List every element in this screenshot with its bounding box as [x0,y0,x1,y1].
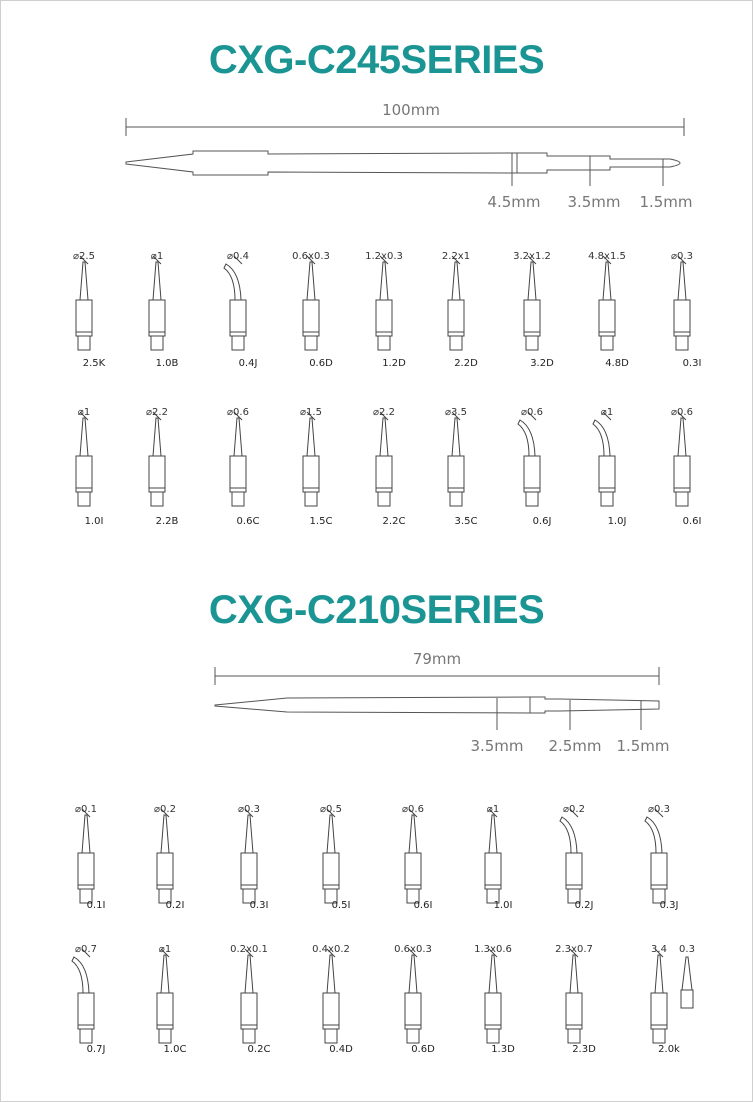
tip-size-label: ⌀0.3 [238,804,260,815]
tip-0-0-8-shape [674,256,690,350]
c245-diameter-label-1: 4.5mm [487,193,541,211]
tip-size-label: ⌀0.3 [671,251,693,262]
tip-1-0-1-shape [157,809,173,903]
tip-size-label: ⌀2.2 [146,407,168,418]
tip-size-label: ⌀1 [77,407,91,418]
tip-name-label: 2.2B [155,516,179,527]
tip-1-0-7-shape [645,809,667,903]
tip-size-label: 3.4 [651,944,667,955]
tip-size-label: 0.6x0.3 [394,944,432,955]
tip-size-label: 1.2x0.3 [365,251,403,262]
tip-0-1-1-shape [149,412,165,506]
tip-size-label: 2.2x1 [441,251,471,262]
tip-name-label: 1.0C [163,1044,187,1055]
tip-1-1-7-shape [651,949,667,1043]
tip-size-label: ⌀3.5 [445,407,467,418]
tip-name-label: 0.2C [247,1044,271,1055]
tip-size-label: ⌀0.2 [154,804,176,815]
tip-size-label: 0.2x0.1 [230,944,268,955]
tip-0-0-3-shape [303,256,319,350]
tip-size-label: ⌀2.2 [373,407,395,418]
tip-1-1-5-shape [485,949,501,1043]
tip-size-label: ⌀2.5 [73,251,95,262]
tip-name-label: 0.6D [309,358,333,369]
tip-size-label: ⌀1 [158,944,172,955]
tip-name-label: 1.5C [309,516,333,527]
tip-0-1-8-shape [674,412,690,506]
tip-name-label: 0.7J [86,1044,106,1055]
tip-name-label: 0.6I [413,900,433,911]
tip-size-label: ⌀0.6 [227,407,249,418]
tip-1-0-0-shape [78,809,94,903]
tip-name-label: 2.2C [382,516,406,527]
tip-name-label: 0.2J [574,900,594,911]
tip-size-label: 2.3x0.7 [555,944,593,955]
tip-size-label: 0.6x0.3 [292,251,330,262]
tip-size-label: ⌀0.1 [75,804,97,815]
tip-name-label: 0.5I [331,900,351,911]
tip-0-0-2-shape [224,256,246,350]
c245-length-label: 100mm [382,101,440,119]
tip-size-label: ⌀1 [486,804,500,815]
tip-1-0-6-shape [560,809,582,903]
tip-0-1-4-shape [376,412,392,506]
tip-1-1-4-shape [405,949,421,1043]
tip-1-1-0-shape [72,949,94,1043]
tip-name-label: 0.4J [238,358,258,369]
tip-0-0-1-shape [149,256,165,350]
tip-size-label: 1.3x0.6 [474,944,512,955]
tip-name-label: 3.2D [530,358,554,369]
tip-1-0-3-shape [323,809,339,903]
tip-name-label: 0.6I [682,516,702,527]
tip-name-label: 2.2D [454,358,478,369]
tip-size-label: ⌀1.5 [300,407,322,418]
tip-name-label: 2.0k [658,1044,680,1055]
tip-name-label: 0.1I [86,900,106,911]
tip-0-1-0-shape [76,412,92,506]
c210-diameter-label-2: 2.5mm [548,737,602,755]
tip-name-label: 0.2I [165,900,185,911]
tip-1-1-6-shape [566,949,582,1043]
tip-size-label: ⌀0.6 [521,407,543,418]
tip-size-label: 4.8x1.5 [588,251,626,262]
tip-name-label: 3.5C [454,516,478,527]
tip-size-label: ⌀1 [150,251,164,262]
tip-name-label: 0.6J [532,516,552,527]
tip-size-label: ⌀0.4 [227,251,249,262]
tip-extra-shape [681,957,693,1008]
tip-name-label: 0.6D [411,1044,435,1055]
tip-size-label: ⌀0.2 [563,804,585,815]
tip-1-0-2-shape [241,809,257,903]
section-title-c210: CXG-C210SERIES [208,588,545,632]
tip-0-1-7-shape [593,412,615,506]
tip-name-label: 1.3D [491,1044,515,1055]
c245-diameter-label-2: 3.5mm [567,193,621,211]
tip-name-label: 0.3I [249,900,269,911]
tip-size-label: ⌀0.7 [75,944,97,955]
tip-name-label: 0.6C [236,516,260,527]
tip-size-label: ⌀0.5 [320,804,342,815]
tip-size-label: ⌀0.3 [648,804,670,815]
tip-0-0-7-shape [599,256,615,350]
tip-0-0-6-shape [524,256,540,350]
tip-name-label: 0.3J [659,900,679,911]
tip-name-label: 1.0I [493,900,513,911]
tip-0-1-2-shape [230,412,246,506]
tip-1-0-4-shape [405,809,421,903]
tip-extra-size-label: 0.3 [679,944,695,955]
tip-0-0-4-shape [376,256,392,350]
c245-tip-body [126,118,684,186]
tip-name-label: 1.0J [607,516,627,527]
tip-0-0-0-shape [76,256,92,350]
tip-0-0-5-shape [448,256,464,350]
tip-size-label: ⌀1 [600,407,614,418]
tip-name-label: 1.0B [155,358,179,369]
tip-1-1-1-shape [157,949,173,1043]
tip-size-label: 0.4x0.2 [312,944,350,955]
tip-size-label: ⌀0.6 [402,804,424,815]
tip-0-1-3-shape [303,412,319,506]
c210-diameter-label-1: 3.5mm [470,737,524,755]
section-title-c245: CXG-C245SERIES [208,38,545,82]
c245-diameter-label-3: 1.5mm [639,193,693,211]
tip-name-label: 1.2D [382,358,406,369]
c210-tip-body [215,667,659,730]
tip-1-1-2-shape [241,949,257,1043]
tip-name-label: 2.3D [572,1044,596,1055]
c210-length-label: 79mm [412,650,462,668]
tip-size-label: 3.2x1.2 [513,251,551,262]
tip-0-1-6-shape [518,412,540,506]
tip-1-1-3-shape [323,949,339,1043]
tip-name-label: 0.4D [329,1044,353,1055]
tip-name-label: 4.8D [605,358,629,369]
tip-size-label: ⌀0.6 [671,407,693,418]
tip-1-0-5-shape [485,809,501,903]
tip-0-1-5-shape [448,412,464,506]
tip-name-label: 2.5K [82,358,106,369]
tip-name-label: 0.3I [682,358,702,369]
tip-name-label: 1.0I [84,516,104,527]
c210-diameter-label-3: 1.5mm [616,737,670,755]
